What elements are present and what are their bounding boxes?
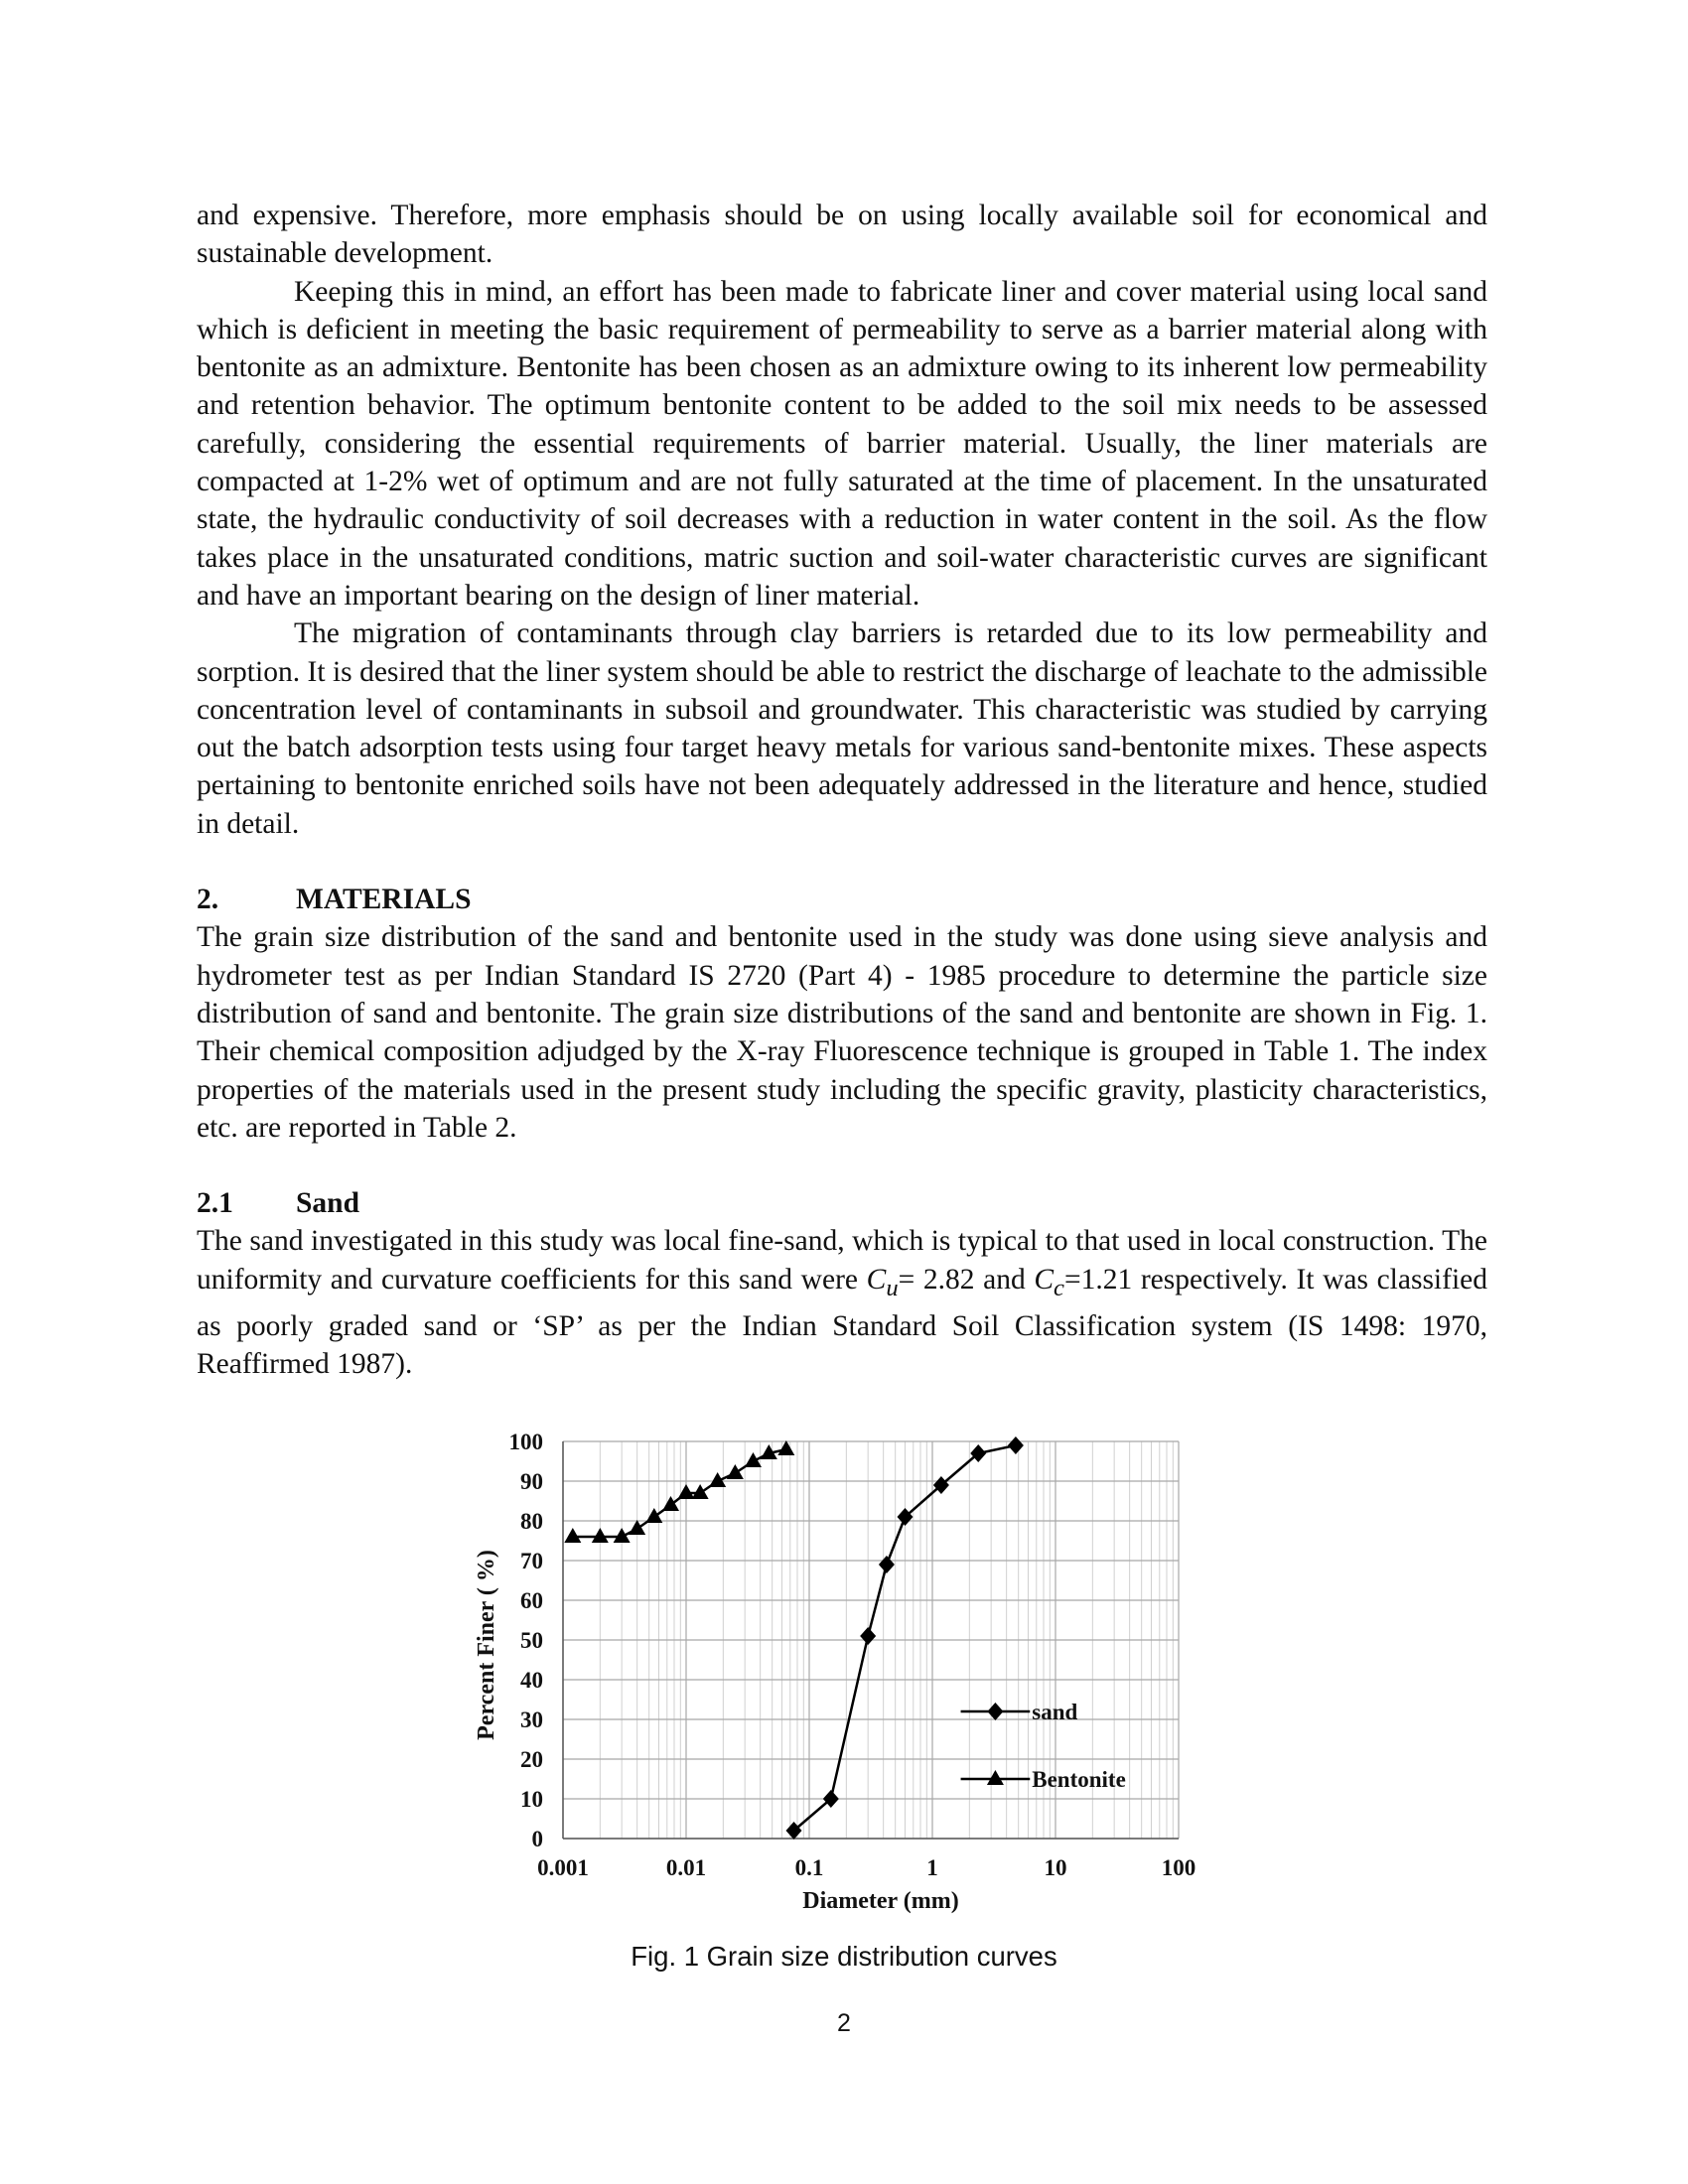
y-tick-label: 40 (520, 1668, 543, 1693)
x-axis-title: Diameter (mm) (802, 1888, 959, 1914)
cc-subscript: c (1054, 1274, 1064, 1301)
data-point-bentonite (592, 1528, 609, 1543)
subsection-number: 2.1 (197, 1187, 233, 1220)
figure-caption: Fig. 1 Grain size distribution curves (631, 1941, 1057, 1972)
section-heading-sand (197, 1184, 1487, 1222)
y-tick-label: 90 (520, 1469, 543, 1494)
cu-symbol: C (866, 1263, 887, 1296)
x-tick-label: 0.1 (794, 1855, 824, 1880)
sand-text-c: =1.21 respectively. It was classified as poorly graded sand or ‘SP’ as per the Indian Standard Soil Classification system (IS 1498: 1970, Reaffirmed 1987). (197, 1263, 1487, 1381)
paragraph-2: Keeping this in mind, an effort has been made to fabricate liner and cover material using local sand which is deficient in meeting the basic requirement of permeability to serve as a barrier material along with bentonite as an admixture. Bentonite has been chosen as an admixture owing to its inherent low permeability and retention behavior. The optimum bentonite content to be added to the soil mix needs to be assessed carefully, considering the essential requirements of barrier material. Usually, the liner materials are compacted at 1-2% wet of optimum and are not fully saturated at the time of placement. In the unsaturated state, the hydraulic conductivity of soil decreases with a reduction in water content in the soil. As the flow takes place in the unsaturated conditions, matric suction and soil-water characteristic curves are significant and have an important bearing on the design of liner material. (197, 275, 1487, 612)
y-tick-label: 30 (520, 1707, 543, 1732)
chart-svg (467, 1430, 1221, 1946)
data-point-bentonite (777, 1440, 794, 1455)
page-number: 2 (837, 2009, 851, 2037)
y-tick-label: 80 (520, 1509, 543, 1534)
data-point-bentonite (727, 1464, 744, 1479)
y-axis-title: Percent Finer ( %) (474, 1550, 499, 1740)
data-point-bentonite (629, 1520, 645, 1535)
paragraph-1: and expensive. Therefore, more emphasis should be on using locally available soil for economical and sustainable development. (197, 200, 1487, 270)
x-tick-label: 100 (1161, 1855, 1196, 1880)
legend-label-bentonite: Bentonite (1032, 1767, 1126, 1792)
data-point-bentonite (564, 1528, 581, 1543)
x-tick-label: 0.001 (537, 1855, 589, 1880)
sand-text-b: = 2.82 and (898, 1263, 1035, 1296)
paragraph-sand (197, 1222, 1487, 1383)
paragraph-3: The migration of contaminants through clay barriers is retarded due to its low permeability and sorption. It is desired that the liner system should be able to restrict the discharge of leachate to the admissible concentration level of contaminants in subsoil and groundwater. This characteristic was studied by carrying out the batch adsorption tests using four target heavy metals for various sand-bentonite mixes. These aspects pertaining to bentonite enriched soils have not been adequately addressed in the literature and hence, studied in detail. (197, 617, 1487, 840)
x-tick-label: 10 (1044, 1855, 1067, 1880)
page-body (197, 197, 1487, 1384)
subsection-title: Sand (296, 1187, 359, 1220)
data-point-bentonite (745, 1452, 762, 1467)
paragraph-materials: The grain size distribution of the sand and bentonite used in the study was done using sieve analysis and hydrometer test as per Indian Standard IS 2720 (Part 4) - 1985 procedure to determine the particle size distribution of sand and bentonite. The grain size distributions of the sand and bentonite are shown in Fig. 1. Their chemical composition adjudged by the X-ray Fluorescence technique is grouped in Table 1. The index properties of the materials used in the present study including the specific gravity, plasticity characteristics, etc. are reported in Table 2. (197, 921, 1487, 1144)
y-tick-label: 50 (520, 1628, 543, 1653)
cu-subscript: u (886, 1274, 899, 1301)
y-tick-label: 10 (520, 1787, 543, 1812)
x-tick-label: 1 (926, 1855, 938, 1880)
grain-size-chart (467, 1430, 1221, 1946)
section-heading-materials (197, 881, 1487, 918)
y-tick-label: 70 (520, 1549, 543, 1573)
data-point-bentonite (645, 1508, 662, 1523)
y-tick-label: 0 (531, 1827, 543, 1851)
cc-symbol: C (1034, 1263, 1055, 1296)
y-tick-label: 20 (520, 1747, 543, 1772)
data-point-bentonite (692, 1484, 709, 1499)
sand-text-a: The sand investigated in this study was local fine-sand, which is typical to that used in local construction. The uniformity and curvature coefficients for this sand were (197, 1225, 1487, 1296)
data-point-sand (1008, 1436, 1024, 1454)
legend-marker-bentonite (987, 1770, 1004, 1785)
x-tick-label: 0.01 (665, 1855, 707, 1880)
data-point-sand (879, 1556, 895, 1573)
data-point-bentonite (662, 1496, 679, 1511)
y-tick-label: 60 (520, 1588, 543, 1613)
section-number: 2. (197, 884, 219, 916)
y-tick-label: 100 (508, 1430, 543, 1454)
data-point-bentonite (614, 1528, 631, 1543)
section-title: MATERIALS (296, 884, 472, 916)
data-point-sand (860, 1627, 876, 1645)
legend-marker-sand (987, 1703, 1003, 1720)
legend-label-sand: sand (1032, 1700, 1078, 1724)
